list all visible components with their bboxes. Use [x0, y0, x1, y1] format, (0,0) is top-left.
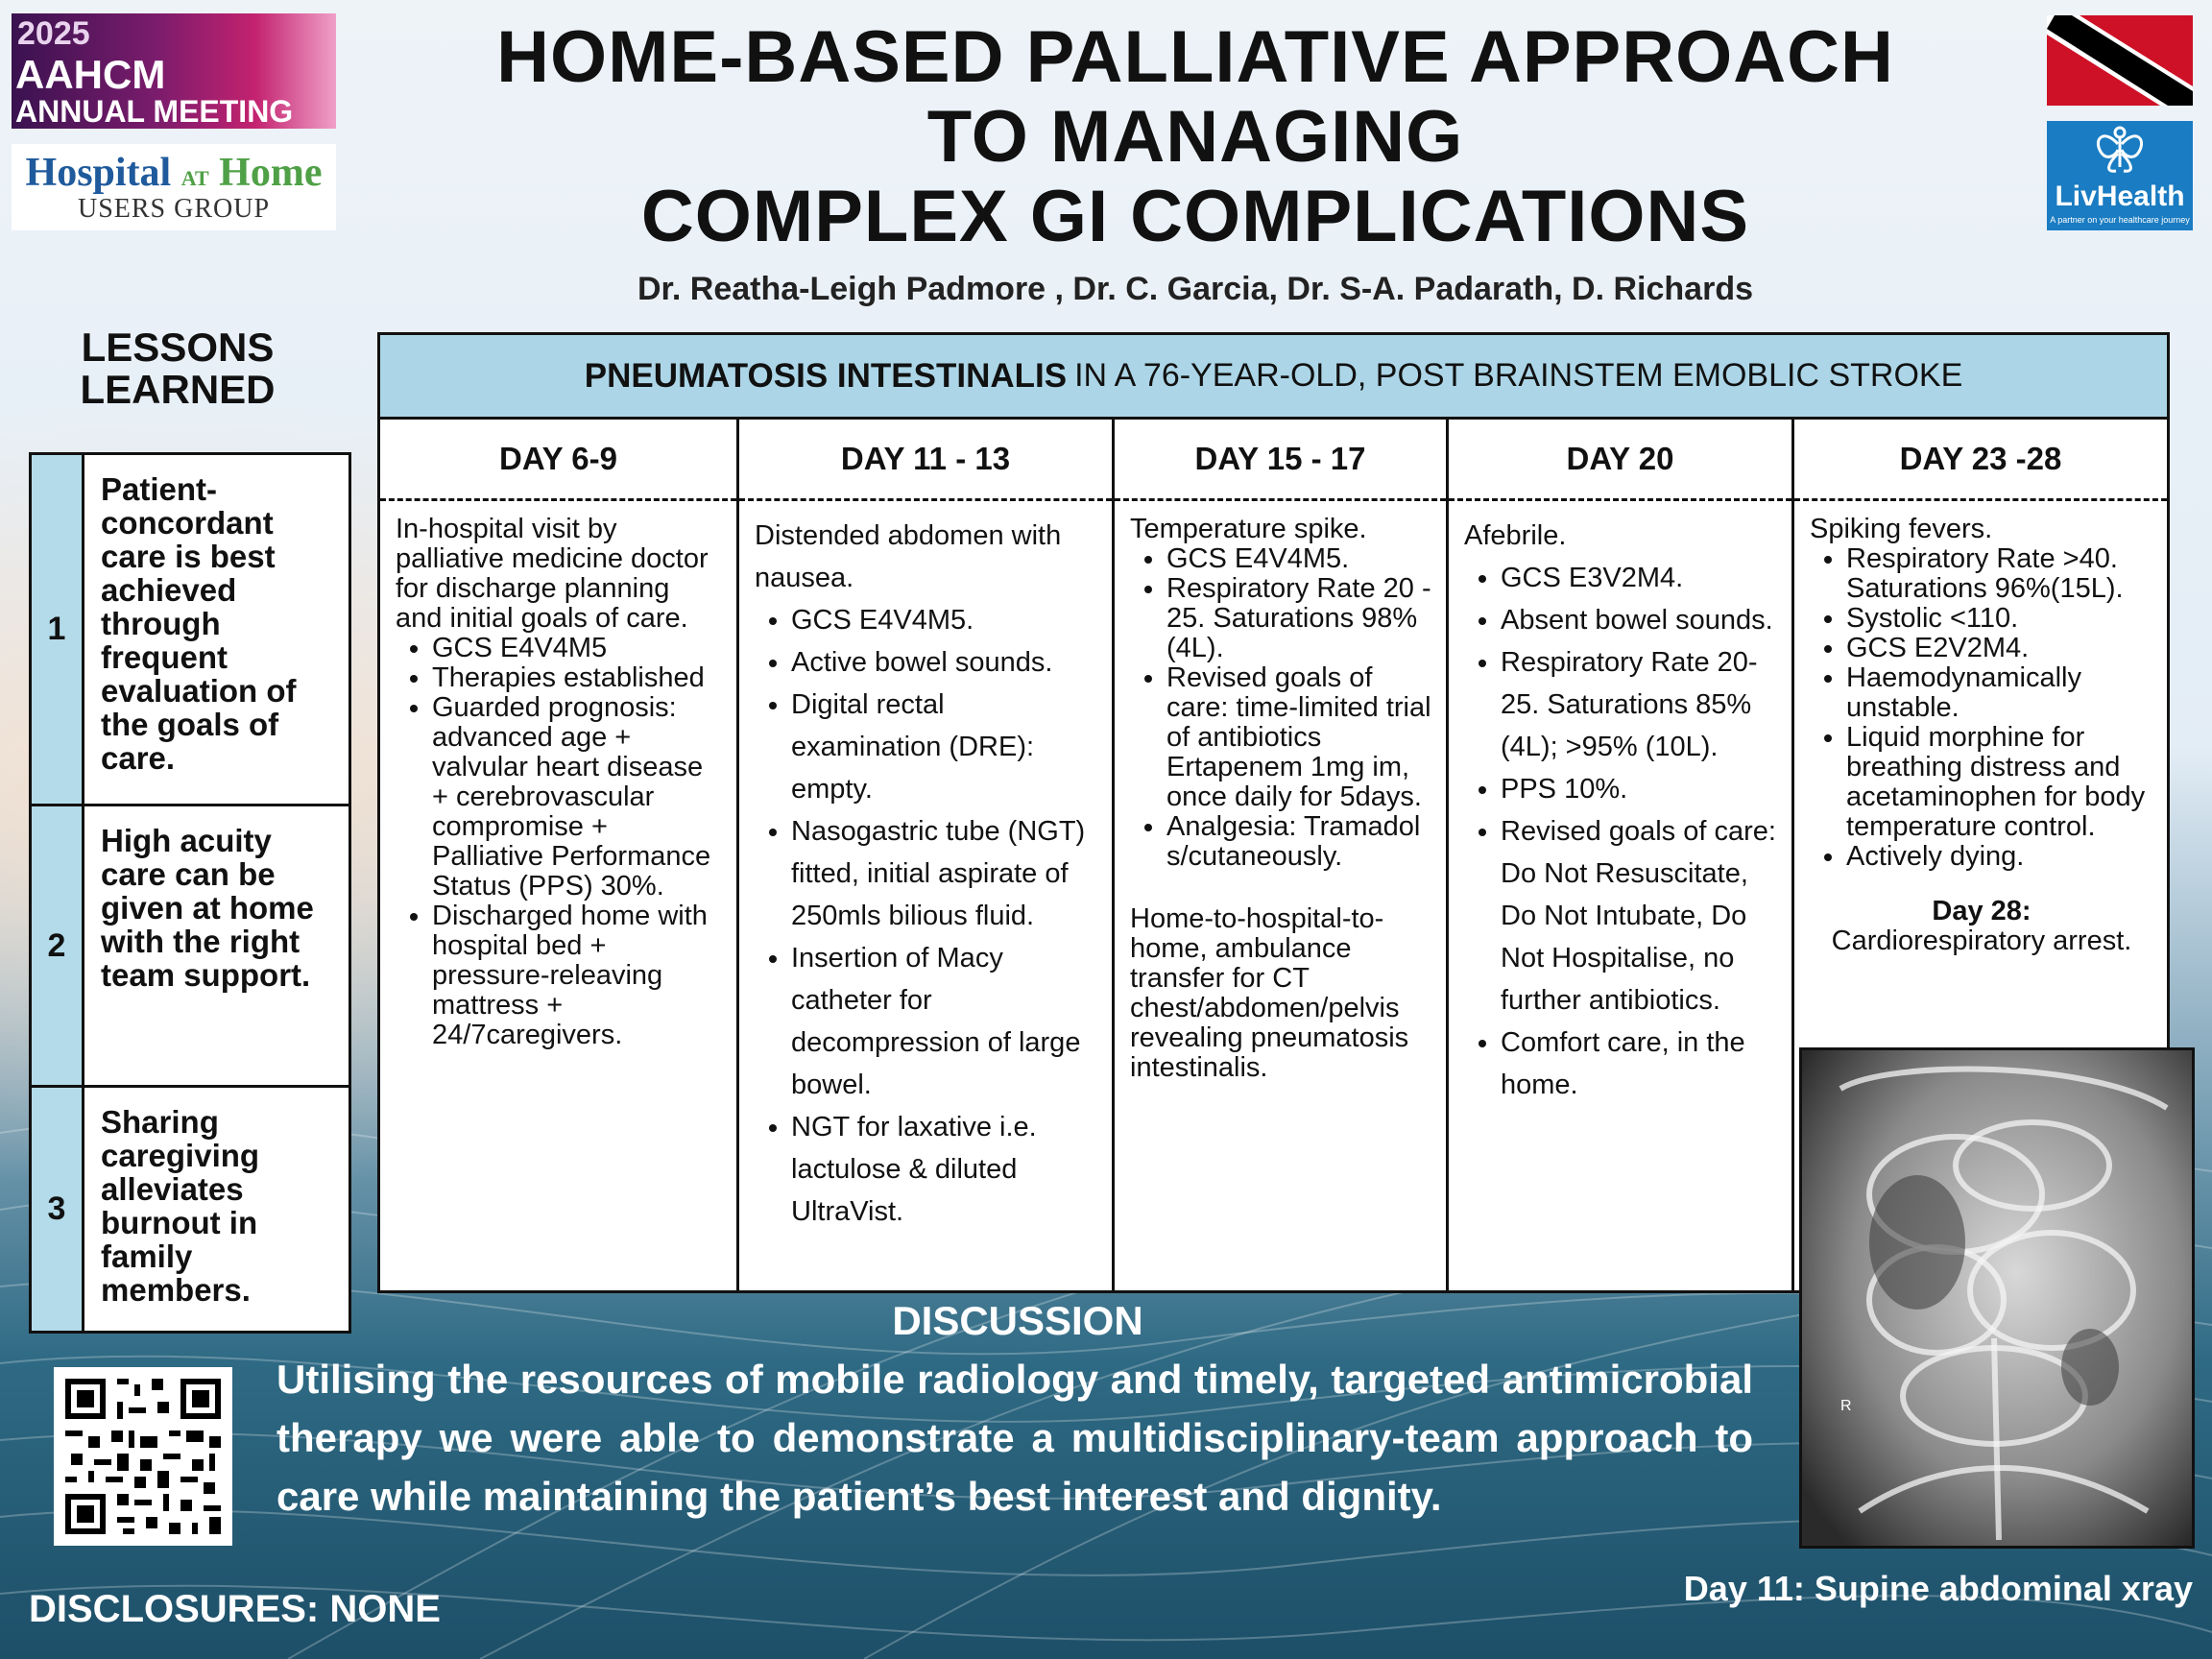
hah-home: Home [219, 151, 323, 195]
flag-graphic [2047, 15, 2193, 106]
xray-caption: Day 11: Supine abdominal xray [1683, 1569, 2193, 1608]
list-item: • Haemodynamically unstable. [1846, 663, 2153, 723]
discussion-text: Utilising the resources of mobile radiology and timely, targeted antimicrobial therapy we were able to demonstrate a multidisciplinary-team approach to care while maintaining the patient’s best interest and dignity. [276, 1357, 1753, 1519]
list-item: • NGT for laxative i.e. lactulose & diluted UltraVist. [791, 1106, 1098, 1233]
list-item: • Active bowel sounds. [791, 641, 1098, 684]
lessons-list [29, 452, 351, 1334]
list-item: • Insertion of Macy catheter for decompression of large bowel. [791, 937, 1098, 1106]
abdominal-xray-image [1799, 1047, 2195, 1549]
list-item: • GCS E3V2M4. [1501, 557, 1778, 599]
day-intro: In-hospital visit by palliative medicine doctor for discharge planning and initial goals of care. [396, 514, 709, 634]
list-item: • GCS E4V4M5 [432, 634, 723, 663]
day-intro: Spiking fevers. [1810, 514, 1993, 544]
list-item: • Therapies established [432, 663, 723, 693]
lessons-heading [38, 326, 317, 411]
day-28-label: Day 28: [1932, 896, 2032, 926]
livhealth-logo [2047, 121, 2193, 230]
lessons-heading-line-1: LESSONS [81, 325, 275, 370]
lesson-item [32, 455, 349, 806]
day-label: DAY 11 - 13 [739, 420, 1112, 501]
aahcm-logo [12, 13, 336, 129]
day-bullets [755, 599, 1098, 1233]
day-label: DAY 6-9 [380, 420, 736, 501]
list-item: • Systolic <110. [1846, 604, 2153, 634]
lesson-item [32, 806, 349, 1088]
case-title-bold: PNEUMATOSIS INTESTINALIS [584, 356, 1068, 395]
list-item: • Comfort care, in the home. [1501, 1022, 1778, 1106]
list-item: • Digital rectal examination (DRE): empty. [791, 684, 1098, 810]
aahcm-year: 2025 [17, 15, 90, 52]
title-line-2: TO MANAGING [926, 96, 1464, 178]
list-item: • GCS E4V4M5. [1166, 544, 1432, 574]
list-item: • Actively dying. [1846, 842, 2153, 872]
day-intro: Afebrile. [1464, 520, 1567, 551]
day-note: Home-to-hospital-to-home, ambulance transfer for CT chest/abdomen/pelvis revealing pneumatosis intestinalis. [1130, 903, 1409, 1083]
aahcm-subtitle: ANNUAL MEETING [15, 94, 294, 129]
qr-code[interactable] [54, 1367, 232, 1546]
day-intro: Temperature spike. [1130, 514, 1367, 544]
list-item: • PPS 10%. [1501, 768, 1778, 810]
case-title [380, 335, 2167, 420]
lessons-heading-line-2: LEARNED [80, 367, 276, 412]
day-bullets [396, 634, 723, 1050]
xray-marker: R [1840, 1398, 1852, 1414]
aahcm-name: AAHCM [15, 52, 166, 97]
hah-hospital: Hospital [25, 151, 172, 195]
day-label: DAY 20 [1449, 420, 1791, 501]
day-label: DAY 23 -28 [1794, 420, 2167, 501]
list-item: • Revised goals of care: Do Not Resuscitate, Do Not Intubate, Do Not Hospitalise, no further antibiotics. [1501, 810, 1778, 1022]
lesson-item [32, 1088, 349, 1331]
case-title-rest: IN A 76-YEAR-OLD, POST BRAINSTEM EMOBLIC STROKE [1074, 357, 1963, 394]
day-column [739, 420, 1115, 1290]
list-item: • GCS E2V2M4. [1846, 634, 2153, 663]
livhealth-tagline: A partner on your healthcare journey [2050, 215, 2190, 225]
lesson-text: Patient-concordant care is best achieved through frequent evaluation of the goals of care. [101, 471, 297, 776]
day-bullets [1130, 544, 1432, 872]
lesson-number: 3 [32, 1088, 84, 1331]
day-column [1115, 420, 1449, 1290]
list-item: • Revised goals of care: time-limited trial of antibiotics Ertapenem 1mg im, once daily for 5days. [1166, 663, 1432, 812]
disclosures: DISCLOSURES: NONE [29, 1588, 441, 1630]
day-28-text: Cardiorespiratory arrest. [1831, 926, 2132, 956]
lesson-text: High acuity care can be given at home with the right team support. [101, 823, 314, 993]
discussion-heading: DISCUSSION [892, 1298, 1143, 1343]
title-line-3: COMPLEX GI COMPLICATIONS [640, 176, 1750, 257]
lesson-text: Sharing caregiving alleviates burnout in family members. [101, 1104, 260, 1308]
list-item: • Discharged home with hospital bed + pressure-releaving mattress + 24/7caregivers. [432, 902, 723, 1050]
day-label: DAY 15 - 17 [1115, 420, 1446, 501]
authors: Dr. Reatha-Leigh Padmore , Dr. C. Garcia, Dr. S-A. Padarath, D. Richards [637, 271, 1753, 307]
livhealth-name: LivHealth [2055, 180, 2185, 212]
day-column [380, 420, 739, 1290]
day-column [1449, 420, 1794, 1290]
day-28-outcome [1810, 897, 2153, 956]
butterfly-icon [2047, 121, 2193, 179]
list-item: • Respiratory Rate 20 - 25. Saturations 98% (4L). [1166, 574, 1432, 663]
hospital-at-home-logo [12, 144, 336, 230]
list-item: • Nasogastric tube (NGT) fitted, initial aspirate of 250mls bilious fluid. [791, 810, 1098, 937]
trinidad-flag [2047, 15, 2193, 106]
xray-graphic [1802, 1050, 2192, 1546]
list-item: • Absent bowel sounds. [1501, 599, 1778, 641]
lesson-number: 2 [32, 806, 84, 1085]
list-item: • Respiratory Rate 20-25. Saturations 85%(4L); >95% (10L). [1501, 641, 1778, 768]
lesson-number: 1 [32, 455, 84, 804]
list-item: • Guarded prognosis: advanced age + valvular heart disease + cerebrovascular compromise + Palliative Performance Status (PPS) 30%. [432, 693, 723, 902]
list-item: • Analgesia: Tramadol s/cutaneously. [1166, 812, 1432, 872]
qr-code-graphic [54, 1367, 232, 1546]
hah-at: AT [180, 166, 209, 190]
list-item: • Respiratory Rate >40. Saturations 96%(15L). [1846, 544, 2153, 604]
list-item: • Liquid morphine for breathing distress and acetaminophen for body temperature control. [1846, 723, 2153, 842]
title-line-1: HOME-BASED PALLIATIVE APPROACH [496, 16, 1894, 98]
day-intro: Distended abdomen with nausea. [755, 520, 1062, 593]
list-item: • GCS E4V4M5. [791, 599, 1098, 641]
day-bullets [1810, 544, 2153, 872]
day-bullets [1464, 557, 1778, 1106]
poster-title [355, 17, 2035, 256]
hah-users-group: USERS GROUP [77, 194, 271, 224]
